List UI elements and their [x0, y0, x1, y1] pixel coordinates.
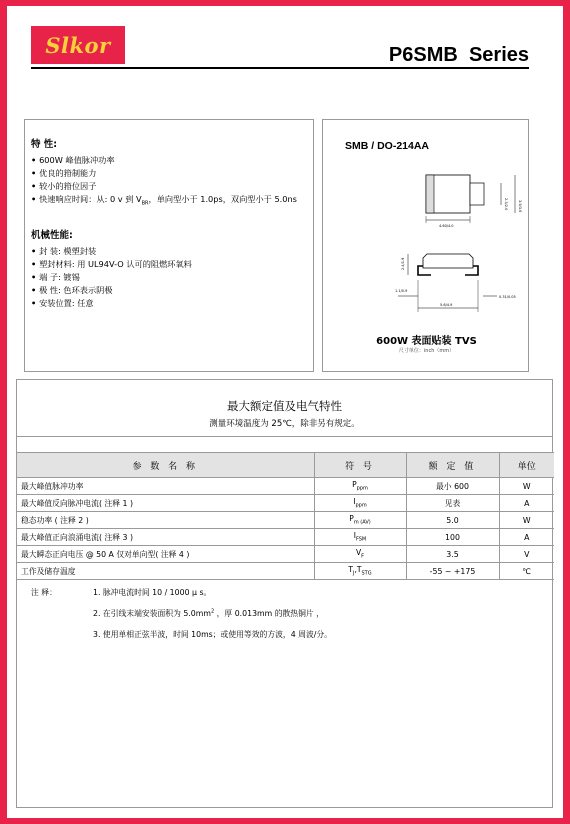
table-row — [17, 563, 554, 580]
dim-lead-width: 2.3/2.0 — [504, 198, 508, 211]
features-title: 特 性: — [31, 139, 58, 150]
header-param: 参 数 名 称 — [17, 453, 314, 478]
table-row — [17, 512, 554, 529]
package-box — [322, 119, 529, 372]
ratings-table — [17, 452, 554, 580]
param-cell: 最大峰值脉冲功率 — [17, 478, 314, 495]
header-rule — [31, 67, 529, 69]
unit-cell: A — [499, 529, 554, 546]
package-unit-note: 尺寸单位：inch（mm） — [398, 348, 455, 354]
dim-top-width: 4.60/4.0 — [439, 224, 454, 228]
symbol-cell: $I_{ppm}$ — [314, 495, 406, 512]
dim-overall-length: 5.6/4.9 — [440, 303, 453, 307]
value-cell: 3.5 — [406, 546, 499, 563]
ratings-subtitle: 测量环境温度为 25℃，除非另有规定。 — [209, 419, 360, 429]
features-list — [31, 154, 313, 211]
feature-item-response: • 快速响应时间：从: 0 v 到 $V_{BR}$，单向型小于 1.0ps，双向型小于 5.0ns — [31, 193, 313, 211]
table-row — [17, 529, 554, 546]
package-caption: 600W 表面贴装 TVS — [376, 336, 477, 347]
mechanical-item: • 极 性: 色环表示阴极 — [31, 284, 313, 297]
features-box — [24, 119, 314, 372]
unit-cell: V — [499, 546, 554, 563]
ratings-box — [16, 379, 553, 808]
dim-lead-length: 1.1/0.9 — [395, 289, 408, 293]
value-cell: -55 ~ +175 — [406, 563, 499, 580]
note-item: 1. 脉冲电流时间 10 / 1000 μ s。 — [93, 588, 212, 597]
param-cell: 稳态功率 ( 注释 2 ) — [17, 512, 314, 529]
param-cell: 工作及储存温度 — [17, 563, 314, 580]
header-unit: 单位 — [499, 453, 554, 478]
dim-lead-thickness: 0.31/0.05 — [499, 295, 516, 299]
unit-cell: A — [499, 495, 554, 512]
ratings-title: 最大额定值及电气特性 — [227, 399, 342, 413]
mechanical-item: • 封 装: 模塑封装 — [31, 245, 313, 258]
value-cell: 5.0 — [406, 512, 499, 529]
param-cell: 最大瞬态正向电压 @ 50 A 仅对单向型( 注释 4 ) — [17, 546, 314, 563]
value-cell: 见表 — [406, 495, 499, 512]
brand-logo — [31, 26, 125, 64]
symbol-cell: $P_{ppm}$ — [314, 478, 406, 495]
table-row — [17, 546, 554, 563]
param-cell: 最大峰值反向脉冲电流( 注释 1 ) — [17, 495, 314, 512]
symbol-cell: $V_F$ — [314, 546, 406, 563]
logo-text: Slkor — [45, 32, 111, 58]
value-cell: 最小 600 — [406, 478, 499, 495]
table-row — [17, 495, 554, 512]
feature-item: • 较小的箝位因子 — [31, 180, 313, 193]
note-item: 3. 使用单相正弦半波，时间 10ms；或使用等效的方波，4 周波/分。 — [93, 630, 332, 639]
param-cell: 最大峰值正向浪涌电流( 注释 3 ) — [17, 529, 314, 546]
package-title: SMB / DO-214AA — [345, 140, 430, 152]
unit-cell: W — [499, 478, 554, 495]
mechanical-item: • 端 子: 镀锡 — [31, 271, 313, 284]
header-symbol: 符 号 — [314, 453, 406, 478]
symbol-cell: $P_{m (AV)}$ — [314, 512, 406, 529]
table-header-row — [17, 453, 554, 478]
header-value: 额 定 值 — [406, 453, 499, 478]
note-item: 2. 在引线末端安装面积为 $5.0mm^2$ ，厚 0.013mm 的散热铜片 ， — [93, 608, 324, 618]
value-cell: 100 — [406, 529, 499, 546]
mechanical-title: 机械性能: — [31, 229, 73, 241]
mechanical-item: • 塑封材料: 用 UL94V-O 认可的阻燃环氧料 — [31, 258, 313, 271]
table-row — [17, 478, 554, 495]
dim-body-height: 3.9/3.6 — [518, 200, 522, 213]
datasheet-page — [7, 6, 563, 818]
mechanical-list — [31, 245, 313, 310]
feature-item: • 600W 峰值脉冲功率 — [31, 154, 313, 167]
lead-top — [470, 183, 484, 205]
symbol-cell: $T_J,T_{STG}$ — [314, 563, 406, 580]
series-title: P6SMB Series — [388, 44, 529, 66]
unit-cell: ℃ — [499, 563, 554, 580]
mechanical-item: • 安装位置: 任意 — [31, 297, 313, 310]
package-body-side — [423, 254, 473, 268]
notes-label: 注 释： — [31, 588, 57, 597]
dim-side-height: 2.4/1.9 — [401, 257, 405, 270]
feature-item: • 优良的箝制能力 — [31, 167, 313, 180]
cathode-band — [426, 175, 434, 213]
symbol-cell: $I_{FSM}$ — [314, 529, 406, 546]
unit-cell: W — [499, 512, 554, 529]
